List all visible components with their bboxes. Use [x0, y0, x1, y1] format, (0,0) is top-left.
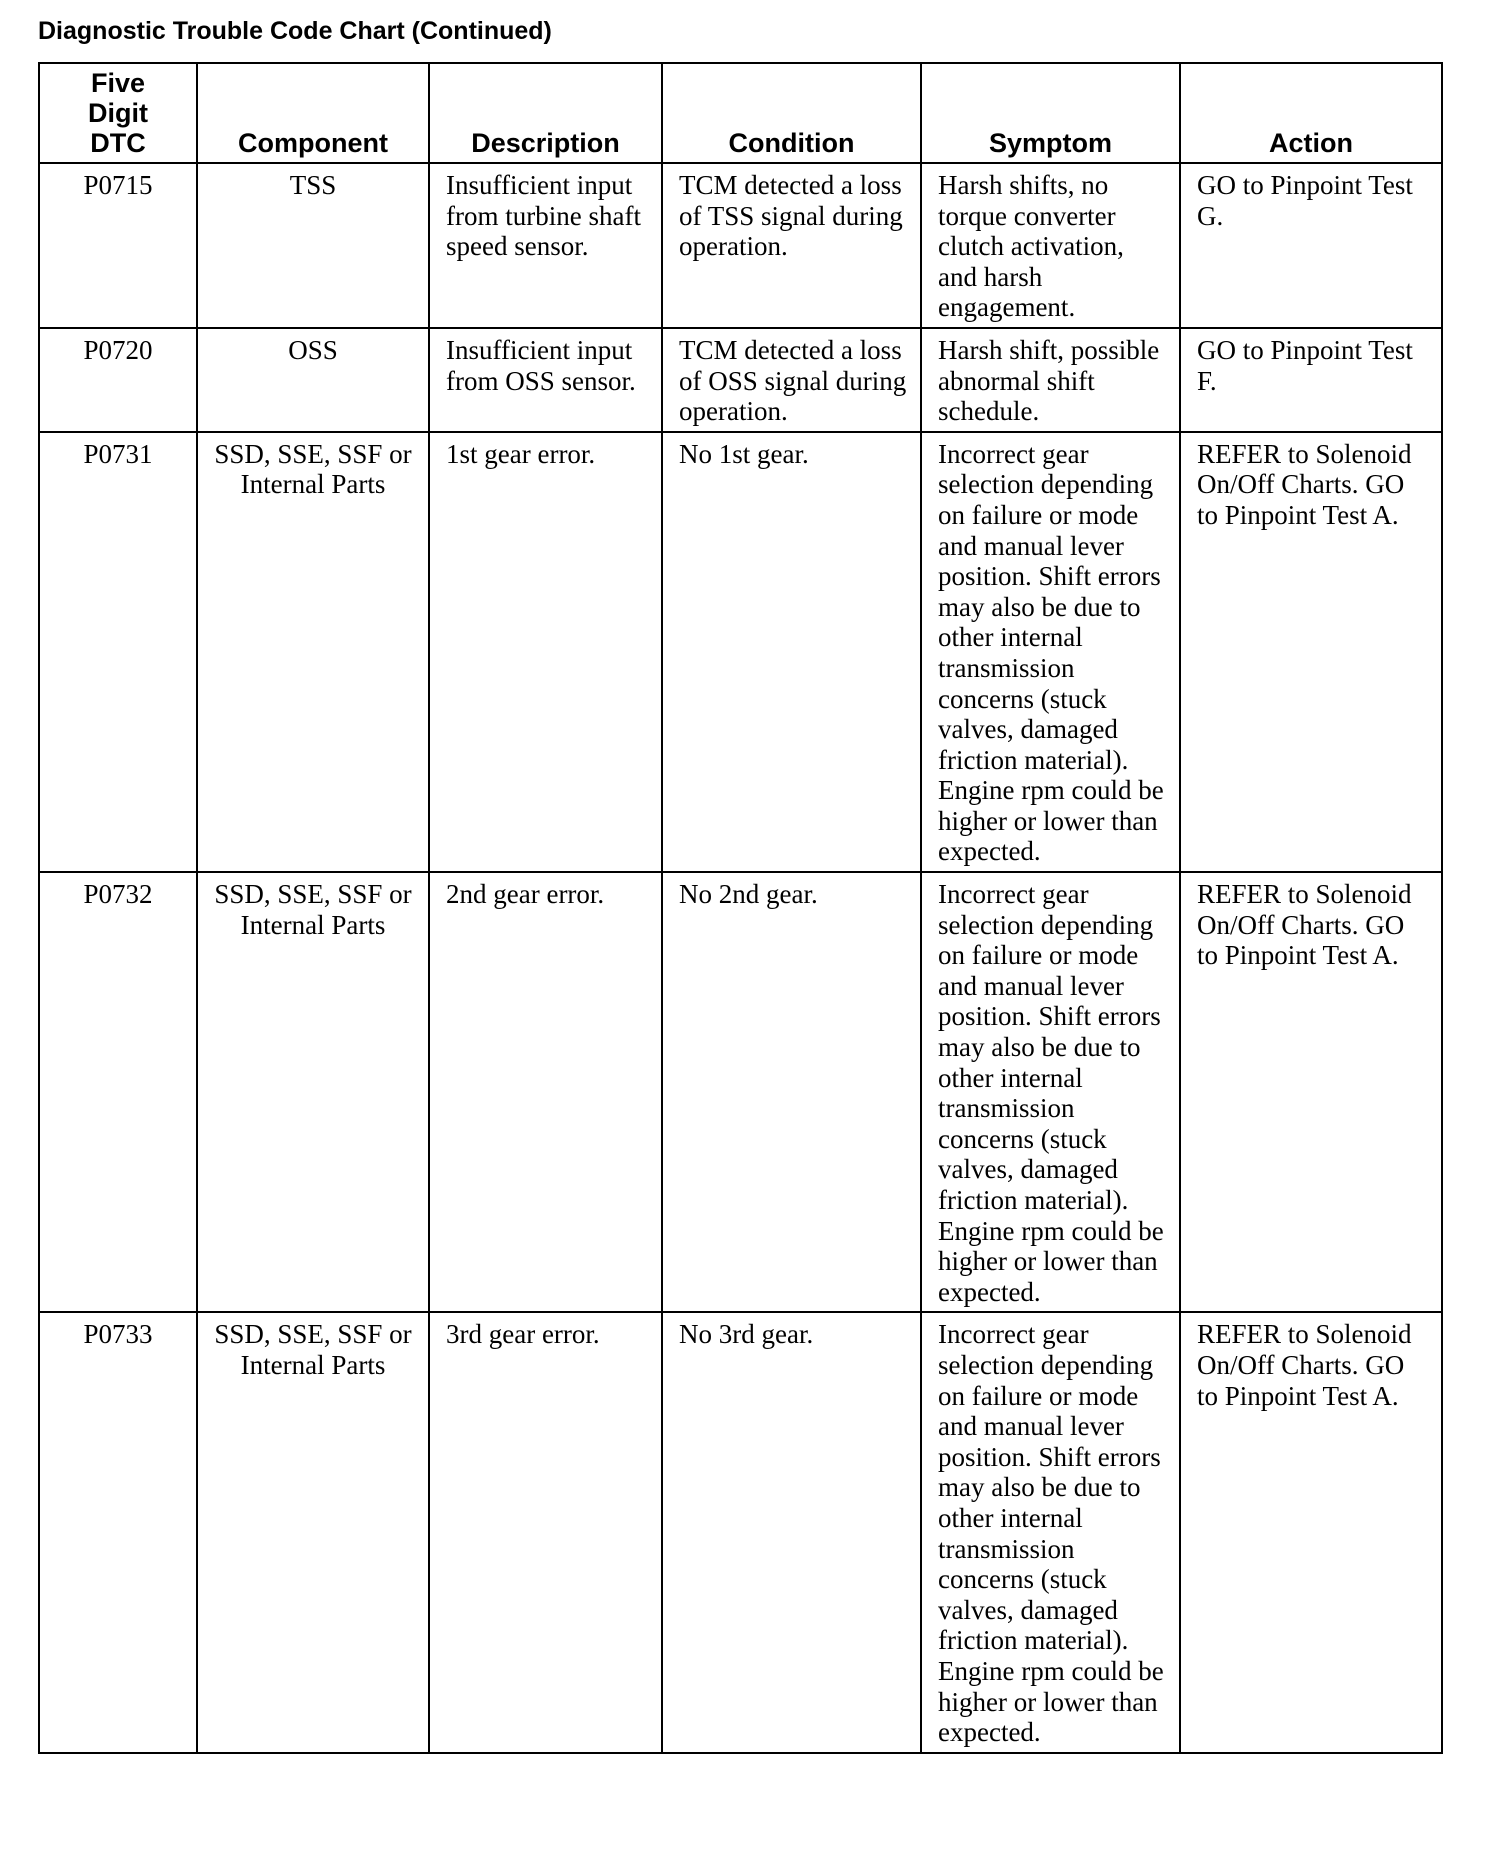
symptom-cell: Harsh shifts, no torque converter clutch activation, and harsh engagement. [921, 163, 1180, 328]
header-description: Description [429, 63, 662, 163]
header-dtc: Five Digit DTC [39, 63, 197, 163]
table-row [39, 328, 1442, 432]
description-cell: Insufficient input from turbine shaft speed sensor. [429, 163, 662, 328]
description-cell: Insufficient input from OSS sensor. [429, 328, 662, 432]
component-cell: OSS [197, 328, 429, 432]
component-cell: SSD, SSE, SSF or Internal Parts [197, 872, 429, 1312]
dtc-cell: P0732 [39, 872, 197, 1312]
table-row [39, 163, 1442, 328]
component-cell: TSS [197, 163, 429, 328]
symptom-cell: Harsh shift, possible abnormal shift schedule. [921, 328, 1180, 432]
action-cell: GO to Pinpoint Test F. [1180, 328, 1442, 432]
header-symptom: Symptom [921, 63, 1180, 163]
header-row [39, 63, 1442, 163]
page-title: Diagnostic Trouble Code Chart (Continued) [38, 17, 552, 45]
dtc-table [38, 62, 1443, 1754]
action-cell: REFER to Solenoid On/Off Charts. GO to Pinpoint Test A. [1180, 1312, 1442, 1752]
dtc-cell: P0715 [39, 163, 197, 328]
action-cell: GO to Pinpoint Test G. [1180, 163, 1442, 328]
action-cell: REFER to Solenoid On/Off Charts. GO to Pinpoint Test A. [1180, 872, 1442, 1312]
dtc-cell: P0731 [39, 432, 197, 872]
header-component: Component [197, 63, 429, 163]
condition-cell: No 1st gear. [662, 432, 921, 872]
condition-cell: No 2nd gear. [662, 872, 921, 1312]
symptom-cell: Incorrect gear selection depending on failure or mode and manual lever position. Shift errors may also be due to other internal transmission concerns (stuck valves, damaged friction material). Engine rpm could be higher or lower than expected. [921, 872, 1180, 1312]
header-action: Action [1180, 63, 1442, 163]
dtc-cell: P0733 [39, 1312, 197, 1752]
symptom-cell: Incorrect gear selection depending on failure or mode and manual lever position. Shift errors may also be due to other internal transmission concerns (stuck valves, damaged friction material). Engine rpm could be higher or lower than expected. [921, 432, 1180, 872]
table-row [39, 872, 1442, 1312]
condition-cell: TCM detected a loss of TSS signal during operation. [662, 163, 921, 328]
condition-cell: TCM detected a loss of OSS signal during operation. [662, 328, 921, 432]
component-cell: SSD, SSE, SSF or Internal Parts [197, 1312, 429, 1752]
symptom-cell: Incorrect gear selection depending on failure or mode and manual lever position. Shift errors may also be due to other internal transmission concerns (stuck valves, damaged friction material). Engine rpm could be higher or lower than expected. [921, 1312, 1180, 1752]
table-row [39, 1312, 1442, 1752]
header-condition: Condition [662, 63, 921, 163]
description-cell: 2nd gear error. [429, 872, 662, 1312]
condition-cell: No 3rd gear. [662, 1312, 921, 1752]
description-cell: 1st gear error. [429, 432, 662, 872]
component-cell: SSD, SSE, SSF or Internal Parts [197, 432, 429, 872]
action-cell: REFER to Solenoid On/Off Charts. GO to Pinpoint Test A. [1180, 432, 1442, 872]
description-cell: 3rd gear error. [429, 1312, 662, 1752]
dtc-cell: P0720 [39, 328, 197, 432]
table-row [39, 432, 1442, 872]
